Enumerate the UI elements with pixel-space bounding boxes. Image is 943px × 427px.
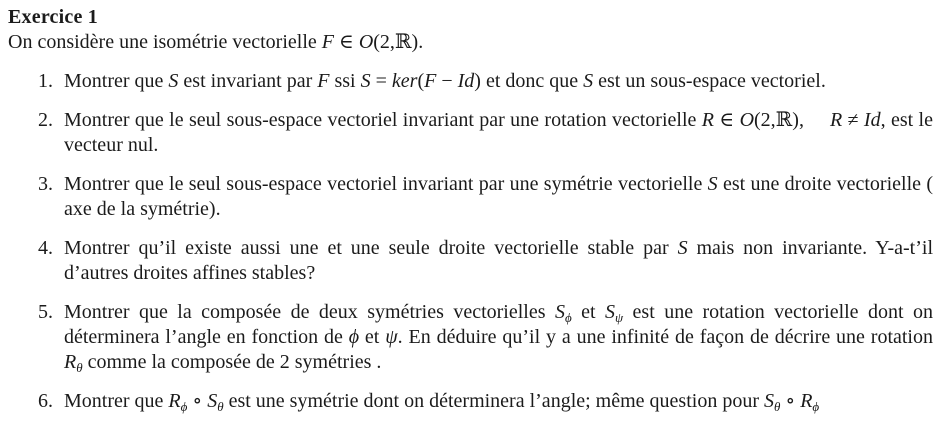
exercise-item-list [8, 69, 935, 414]
exercise-item-4 [8, 236, 935, 286]
exercise-item-5 [8, 300, 935, 375]
exercise-item-2 [8, 108, 935, 158]
item-number: 1. [38, 70, 53, 92]
item-text: Montrer que le seul sous-espace vectoriel invariant par une symétrie vectorielle S est une droite vectorielle ( axe de la symétrie). [64, 173, 933, 220]
item-text: Montrer qu’il existe aussi une et une seule droite vectorielle stable par S mais non invariante. Y-a-t’il d’autres droites affines stables? [64, 237, 933, 284]
exercise-intro: On considère une isométrie vectorielle F ∈ O(2,ℝ). [8, 31, 424, 53]
exercise-item-6 [8, 389, 935, 414]
item-number: 2. [38, 109, 53, 131]
item-text: Montrer que S est invariant par F ssi S = ker(F − Id) et donc que S est un sous-espace vectoriel. [64, 70, 826, 92]
item-number: 3. [38, 173, 53, 195]
item-number: 6. [38, 390, 53, 412]
item-text: Montrer que le seul sous-espace vectoriel invariant par une rotation vectorielle R ∈ O(2,ℝ), R ≠ Id, est le vecteur nul. [64, 109, 933, 156]
exercise-item-3 [8, 172, 935, 222]
item-number: 5. [38, 301, 53, 323]
item-text: Montrer que $R_\phi$ ∘ $S_\theta$ est une symétrie dont on déterminera l’angle; même question pour $S_\theta$ ∘ $R_\phi$ [64, 390, 820, 414]
item-number: 4. [38, 237, 53, 259]
exercise-item-1 [8, 69, 935, 94]
item-text: Montrer que la composée de deux symétries vectorielles $S_\phi$ et $S_\psi$ est une rotation vectorielle dont on déterminera l’angle en fonction de ϕ et ψ. En déduire qu’il y a une infinité de façon de décrire une rotation $R_\theta$ comme la composée de 2 symétries . [64, 301, 933, 375]
exercise-heading: Exercice 1 [8, 6, 98, 28]
